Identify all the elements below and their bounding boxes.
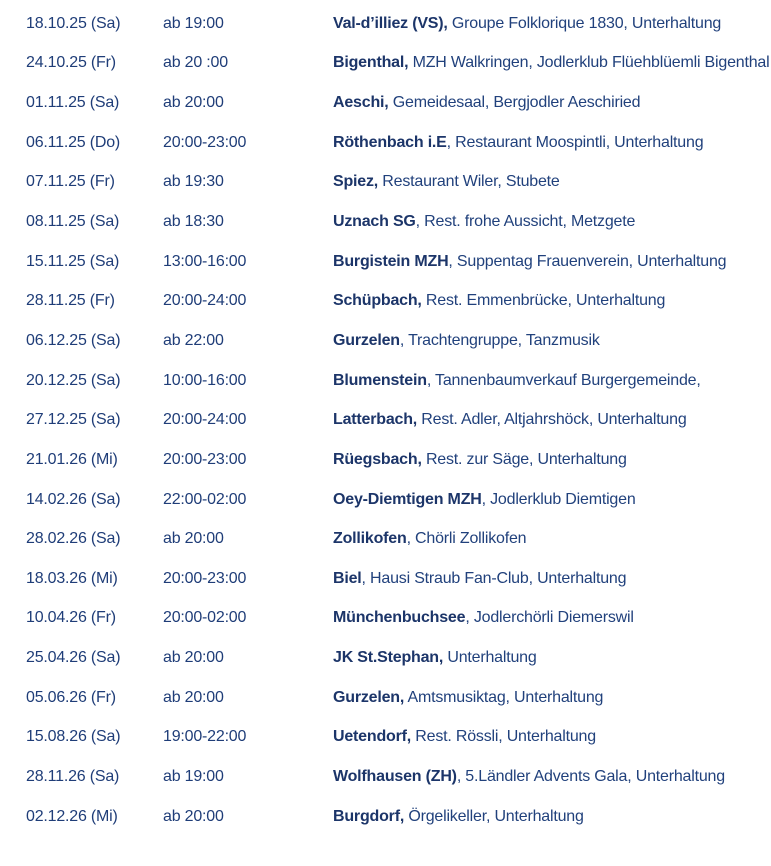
event-time: 22:00-02:00 xyxy=(163,490,247,508)
event-details: , Hausi Straub Fan-Club, Unterhaltung xyxy=(361,569,627,587)
event-name: Blumenstein xyxy=(333,371,427,389)
event-date: 18.10.25 (Sa) xyxy=(26,14,121,32)
event-name: Latterbach, xyxy=(333,411,418,429)
event-time: ab 22:00 xyxy=(163,331,224,349)
event-name: Röthenbach i.E xyxy=(333,133,447,151)
event-row xyxy=(0,321,771,361)
event-text xyxy=(333,332,771,350)
event-row xyxy=(0,281,771,321)
event-name: Gurzelen xyxy=(333,331,400,349)
event-name: Spiez, xyxy=(333,173,379,191)
event-time: ab 20:00 xyxy=(163,688,224,706)
event-time: ab 20:00 xyxy=(163,807,224,825)
event-date: 21.01.26 (Mi) xyxy=(26,450,118,468)
event-text xyxy=(333,451,771,469)
event-text xyxy=(333,530,771,548)
event-details: , Chörli Zollikofen xyxy=(406,530,527,548)
event-date: 06.12.25 (Sa) xyxy=(26,331,121,349)
event-text xyxy=(333,173,771,191)
event-name: Bigenthal, xyxy=(333,54,409,72)
event-details: , Trachtengruppe, Tanzmusik xyxy=(399,331,600,349)
event-row xyxy=(0,678,771,718)
event-text xyxy=(333,609,771,627)
event-row xyxy=(0,519,771,559)
event-time: 10:00-16:00 xyxy=(163,371,247,389)
event-row xyxy=(0,599,771,639)
event-details: , Tannenbaumverkauf Burgergemeinde, xyxy=(426,371,701,389)
event-text xyxy=(333,768,771,786)
event-date: 05.06.26 (Fr) xyxy=(26,688,116,706)
event-name: Uetendorf, xyxy=(333,728,412,746)
event-details: Unterhaltung xyxy=(443,649,537,667)
event-time: ab 18:30 xyxy=(163,213,224,231)
event-date: 15.08.26 (Sa) xyxy=(26,728,121,746)
event-time: 20:00-02:00 xyxy=(163,609,247,627)
event-time: 20:00-24:00 xyxy=(163,292,247,310)
event-date: 28.02.26 (Sa) xyxy=(26,530,121,548)
event-time: ab 19:00 xyxy=(163,14,224,32)
event-date: 15.11.25 (Sa) xyxy=(26,252,120,270)
event-text xyxy=(333,372,771,390)
event-name: Burgistein MZH xyxy=(333,252,449,270)
event-date: 14.02.26 (Sa) xyxy=(26,490,121,508)
event-details: Groupe Folklorique 1830, Unterhaltung xyxy=(447,14,722,32)
event-date: 18.03.26 (Mi) xyxy=(26,569,118,587)
event-row xyxy=(0,797,771,837)
event-details: , 5.Ländler Advents Gala, Unterhaltung xyxy=(456,767,725,785)
event-details: Örgelikeller, Unterhaltung xyxy=(404,807,584,825)
event-text xyxy=(333,808,771,826)
event-details: MZH Walkringen, Jodlerklub Flüehblüemli Bigenthal xyxy=(408,54,770,72)
event-details: , Jodlerchörli Diemerswil xyxy=(465,609,634,627)
event-text xyxy=(333,570,771,588)
event-name: Aeschi, xyxy=(333,94,389,112)
event-row xyxy=(0,44,771,84)
event-name: Rüegsbach, xyxy=(333,450,422,468)
event-date: 06.11.25 (Do) xyxy=(26,133,121,151)
event-date: 07.11.25 (Fr) xyxy=(26,173,115,191)
event-text xyxy=(333,253,771,271)
event-row xyxy=(0,440,771,480)
event-details: Amtsmusiktag, Unterhaltung xyxy=(404,688,604,706)
event-text xyxy=(333,54,771,72)
event-date: 08.11.25 (Sa) xyxy=(26,213,120,231)
event-row xyxy=(0,400,771,440)
event-row xyxy=(0,480,771,520)
event-date: 01.11.25 (Sa) xyxy=(26,94,120,112)
event-date: 20.12.25 (Sa) xyxy=(26,371,121,389)
event-name: Val-d’illiez (VS), xyxy=(333,14,448,32)
event-time: 13:00-16:00 xyxy=(163,252,247,270)
event-time: 20:00-23:00 xyxy=(163,569,247,587)
event-details: Rest. Emmenbrücke, Unterhaltung xyxy=(421,292,666,310)
event-name: Gurzelen, xyxy=(333,688,405,706)
event-time: ab 19:00 xyxy=(163,767,224,785)
event-time: 20:00-23:00 xyxy=(163,450,247,468)
event-text xyxy=(333,728,771,746)
event-row xyxy=(0,202,771,242)
event-details: Rest. Rössli, Unterhaltung xyxy=(411,728,596,746)
event-name: Uznach SG xyxy=(333,213,416,231)
event-text xyxy=(333,15,771,33)
event-date: 28.11.25 (Fr) xyxy=(26,292,115,310)
event-row xyxy=(0,4,771,44)
event-details: , Jodlerklub Diemtigen xyxy=(481,490,636,508)
event-text xyxy=(333,94,771,112)
event-row xyxy=(0,559,771,599)
event-details: Restaurant Wiler, Stubete xyxy=(378,173,560,191)
event-text xyxy=(333,213,771,231)
event-date: 10.04.26 (Fr) xyxy=(26,609,116,627)
event-name: Oey-Diemtigen MZH xyxy=(333,490,482,508)
event-row xyxy=(0,123,771,163)
event-row xyxy=(0,163,771,203)
event-row xyxy=(0,718,771,758)
event-name: Wolfhausen (ZH) xyxy=(333,767,457,785)
event-text xyxy=(333,134,771,152)
event-time: 19:00-22:00 xyxy=(163,728,247,746)
event-name: JK St.Stephan, xyxy=(333,649,444,667)
event-name: Biel xyxy=(333,569,362,587)
event-text xyxy=(333,411,771,429)
event-date: 24.10.25 (Fr) xyxy=(26,54,116,72)
event-text xyxy=(333,649,771,667)
event-details: , Restaurant Moospintli, Unterhaltung xyxy=(446,133,704,151)
event-text xyxy=(333,491,771,509)
event-time: ab 20:00 xyxy=(163,94,224,112)
event-row xyxy=(0,242,771,282)
event-details: Gemeidesaal, Bergjodler Aeschiried xyxy=(388,94,641,112)
event-row xyxy=(0,361,771,401)
event-text xyxy=(333,689,771,707)
event-details: Rest. Adler, Altjahrshöck, Unterhaltung xyxy=(417,411,687,429)
event-text xyxy=(333,292,771,310)
event-time: ab 20:00 xyxy=(163,530,224,548)
event-date: 02.12.26 (Mi) xyxy=(26,807,118,825)
event-time: 20:00-23:00 xyxy=(163,133,247,151)
event-row xyxy=(0,757,771,797)
event-details: Rest. zur Säge, Unterhaltung xyxy=(421,450,627,468)
event-time: ab 20:00 xyxy=(163,649,224,667)
event-name: Zollikofen xyxy=(333,530,407,548)
event-time: ab 20 :00 xyxy=(163,54,228,72)
event-date: 28.11.26 (Sa) xyxy=(26,767,120,785)
event-time: ab 19:30 xyxy=(163,173,224,191)
event-name: Burgdorf, xyxy=(333,807,405,825)
event-details: , Rest. frohe Aussicht, Metzgete xyxy=(415,213,636,231)
event-name: Schüpbach, xyxy=(333,292,422,310)
event-date: 27.12.25 (Sa) xyxy=(26,411,121,429)
event-date: 25.04.26 (Sa) xyxy=(26,649,121,667)
event-row xyxy=(0,638,771,678)
event-details: , Suppentag Frauenverein, Unterhaltung xyxy=(448,252,727,270)
event-name: Münchenbuchsee xyxy=(333,609,466,627)
event-row xyxy=(0,83,771,123)
event-time: 20:00-24:00 xyxy=(163,411,247,429)
